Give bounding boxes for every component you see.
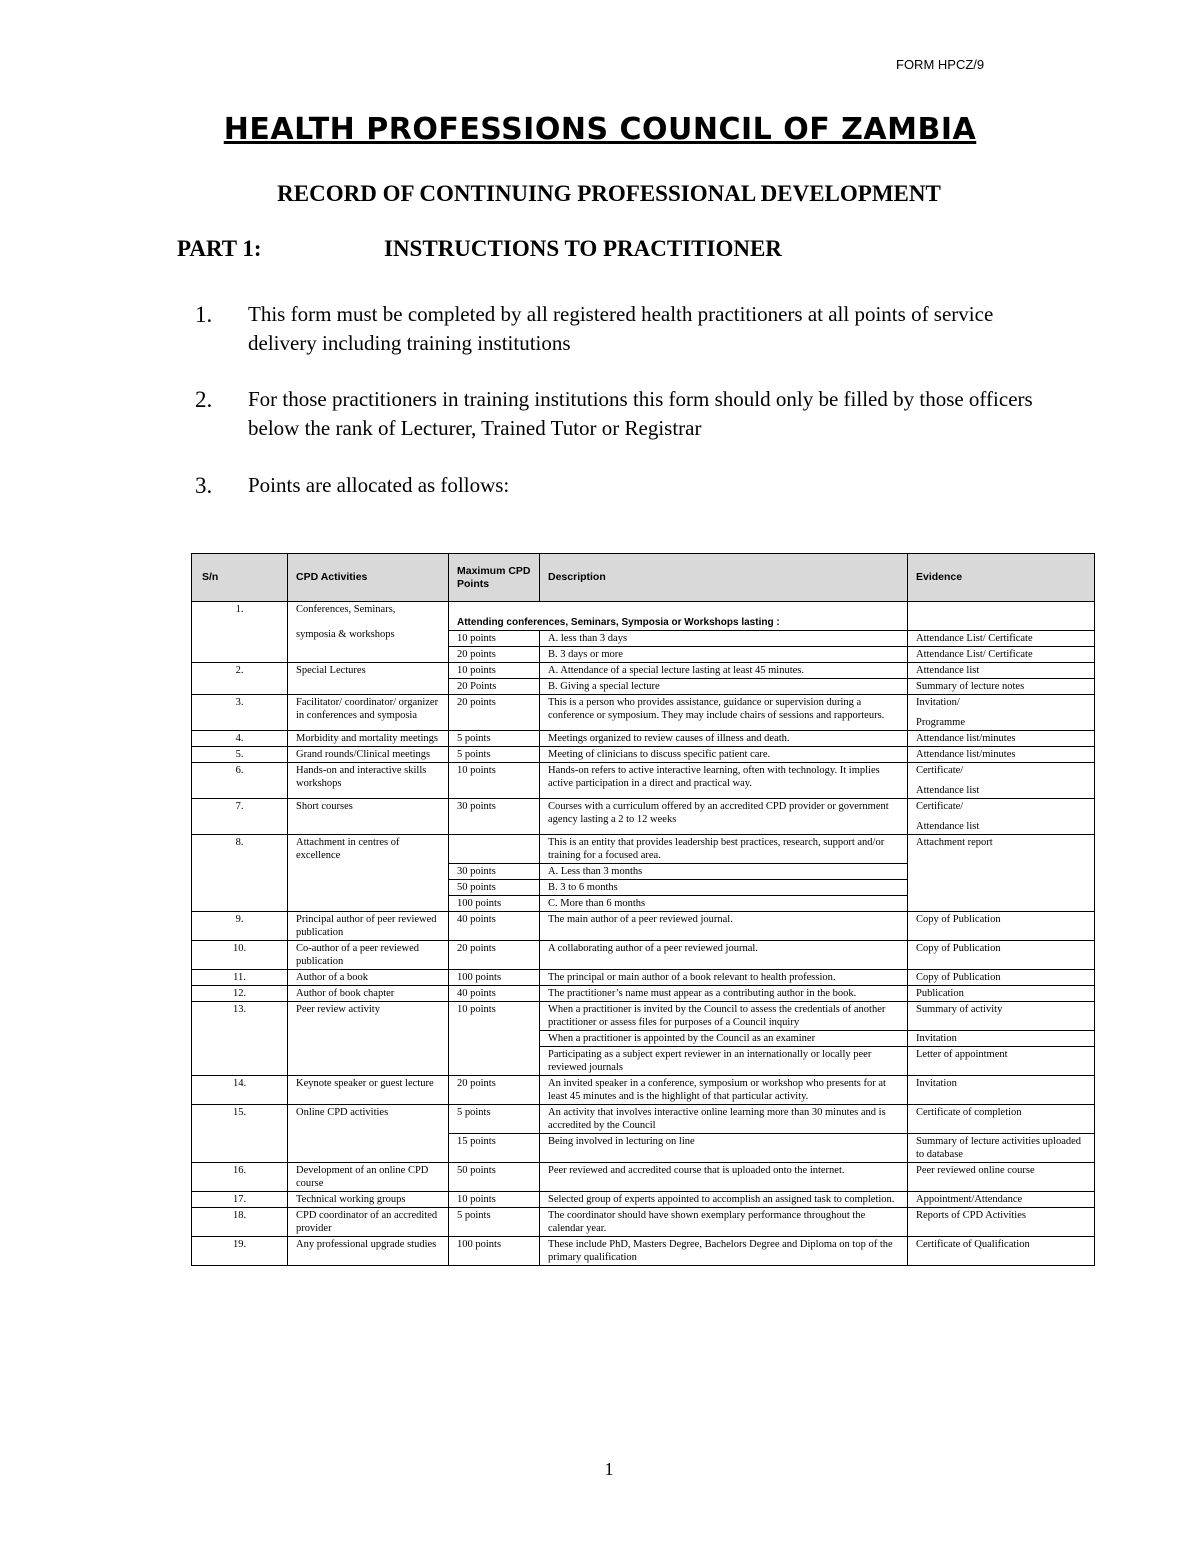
cell-sn: 5. — [192, 747, 288, 763]
cell-evidence: Peer reviewed online course — [908, 1163, 1095, 1192]
cell-description: Meeting of clinicians to discuss specific patient care. — [540, 747, 908, 763]
table-row — [192, 986, 1095, 1002]
cell-evidence: Summary of lecture notes — [908, 679, 1095, 695]
cell-subheading: Attending conferences, Seminars, Symposia or Workshops lasting : — [449, 602, 908, 631]
cell-description: This is an entity that provides leadership best practices, research, support and/or training for a focused area. — [540, 835, 908, 864]
cell-sn: 6. — [192, 763, 288, 799]
cell-activity: Author of a book — [288, 970, 449, 986]
cell-activity: Principal author of peer reviewed publication — [288, 912, 449, 941]
table-row — [192, 1208, 1095, 1237]
cell-evidence: Attendance list/minutes — [908, 731, 1095, 747]
cell-points: 10 points — [449, 663, 540, 679]
cell-description: When a practitioner is appointed by the Council as an examiner — [540, 1031, 908, 1047]
cell-activity: Special Lectures — [288, 663, 449, 695]
cell-description: B. 3 days or more — [540, 647, 908, 663]
cell-description: These include PhD, Masters Degree, Bachelors Degree and Diploma on top of the primary qualification — [540, 1237, 908, 1266]
cell-evidence: Attachment report — [908, 835, 1095, 912]
cell-points: 40 points — [449, 912, 540, 941]
cell-evidence: Copy of Publication — [908, 941, 1095, 970]
table-row — [192, 763, 1095, 799]
cell-description: A. Less than 3 months — [540, 864, 908, 880]
cell-sn: 16. — [192, 1163, 288, 1192]
cell-sn: 2. — [192, 663, 288, 695]
cell-evidence: Copy of Publication — [908, 970, 1095, 986]
cell-evidence — [908, 799, 1095, 835]
evidence-line: Attendance list — [916, 821, 980, 832]
instruction-text: This form must be completed by all registered health practitioners at all points of service delivery including training institutions — [248, 302, 994, 355]
cell-activity: Hands-on and interactive skills workshops — [288, 763, 449, 799]
evidence-line: Attendance list — [916, 785, 980, 796]
cell-evidence: Attendance List/ Certificate — [908, 631, 1095, 647]
table-row — [192, 695, 1095, 731]
cell-sn: 10. — [192, 941, 288, 970]
council-title: HEALTH PROFESSIONS COUNCIL OF ZAMBIA — [223, 112, 977, 147]
table-row — [192, 1192, 1095, 1208]
cell-description: A. less than 3 days — [540, 631, 908, 647]
cell-points: 10 points — [449, 631, 540, 647]
table-row — [192, 941, 1095, 970]
cell-evidence: Certificate of completion — [908, 1105, 1095, 1134]
cell-description: The principal or main author of a book relevant to health profession. — [540, 970, 908, 986]
cell-description: The coordinator should have shown exemplary performance throughout the calendar year. — [540, 1208, 908, 1237]
instruction-number: 2. — [195, 387, 213, 412]
header-sn: S/n — [192, 554, 288, 602]
part-label: PART 1: — [177, 236, 262, 261]
cell-points: 15 points — [449, 1134, 540, 1163]
cell-description: The practitioner’s name must appear as a contributing author in the book. — [540, 986, 908, 1002]
activity-line: Conferences, Seminars, — [296, 604, 396, 615]
table-row — [192, 1002, 1095, 1031]
cell-activity: Co-author of a peer reviewed publication — [288, 941, 449, 970]
table-row — [192, 1237, 1095, 1266]
table-row — [192, 1163, 1095, 1192]
table-row — [192, 731, 1095, 747]
cell-sn: 9. — [192, 912, 288, 941]
cell-description: Peer reviewed and accredited course that is uploaded onto the internet. — [540, 1163, 908, 1192]
cell-points: 20 Points — [449, 679, 540, 695]
cell-description: An invited speaker in a conference, symposium or workshop who presents for at least 45 minutes and is the highlight of that particular activity. — [540, 1076, 908, 1105]
cell-points: 40 points — [449, 986, 540, 1002]
cell-points: 50 points — [449, 880, 540, 896]
cell-points: 20 points — [449, 941, 540, 970]
cell-evidence: Invitation — [908, 1031, 1095, 1047]
cell-sn: 4. — [192, 731, 288, 747]
header-activity: CPD Activities — [288, 554, 449, 602]
instruction-2 — [195, 385, 1045, 443]
cell-activity: Keynote speaker or guest lecture — [288, 1076, 449, 1105]
cell-description: Selected group of experts appointed to accomplish an assigned task to completion. — [540, 1192, 908, 1208]
cell-sn: 7. — [192, 799, 288, 835]
cell-points: 20 points — [449, 695, 540, 731]
cell-evidence: Appointment/Attendance — [908, 1192, 1095, 1208]
table-row — [192, 835, 1095, 864]
cell-evidence: Invitation — [908, 1076, 1095, 1105]
cell-activity — [288, 602, 449, 663]
table-row — [192, 912, 1095, 941]
cell-points: 5 points — [449, 731, 540, 747]
cell-activity: Any professional upgrade studies — [288, 1237, 449, 1266]
cell-sn: 18. — [192, 1208, 288, 1237]
header-description: Description — [540, 554, 908, 602]
cell-points: 30 points — [449, 799, 540, 835]
cell-activity: Author of book chapter — [288, 986, 449, 1002]
cell-description: A collaborating author of a peer reviewed journal. — [540, 941, 908, 970]
cell-description: C. More than 6 months — [540, 896, 908, 912]
cell-evidence: Reports of CPD Activities — [908, 1208, 1095, 1237]
cell-evidence: Attendance list/minutes — [908, 747, 1095, 763]
cell-evidence — [908, 695, 1095, 731]
table-row — [192, 747, 1095, 763]
cell-sn: 11. — [192, 970, 288, 986]
cell-description: The main author of a peer reviewed journal. — [540, 912, 908, 941]
cell-description: Being involved in lecturing on line — [540, 1134, 908, 1163]
cell-evidence: Publication — [908, 986, 1095, 1002]
cell-points: 10 points — [449, 1192, 540, 1208]
cell-description: An activity that involves interactive online learning more than 30 minutes and is accredited by the Council — [540, 1105, 908, 1134]
cell-evidence: Certificate of Qualification — [908, 1237, 1095, 1266]
cell-sn: 8. — [192, 835, 288, 912]
cell-points: 100 points — [449, 970, 540, 986]
cell-sn: 13. — [192, 1002, 288, 1076]
cell-description: Meetings organized to review causes of illness and death. — [540, 731, 908, 747]
header-points: Maximum CPD Points — [449, 554, 540, 602]
cell-evidence — [908, 763, 1095, 799]
table-row — [192, 799, 1095, 835]
cell-points: 100 points — [449, 896, 540, 912]
cell-points: 20 points — [449, 647, 540, 663]
instruction-text: For those practitioners in training institutions this form should only be filled by those officers below the rank of Lecturer, Trained Tutor or Registrar — [248, 387, 1033, 440]
cell-points: 100 points — [449, 1237, 540, 1266]
table-row — [192, 970, 1095, 986]
header-evidence: Evidence — [908, 554, 1095, 602]
cell-points: 5 points — [449, 1105, 540, 1134]
form-code: FORM HPCZ/9 — [896, 57, 985, 72]
cell-description: B. Giving a special lecture — [540, 679, 908, 695]
cell-evidence: Copy of Publication — [908, 912, 1095, 941]
cell-evidence: Attendance List/ Certificate — [908, 647, 1095, 663]
cell-activity: Development of an online CPD course — [288, 1163, 449, 1192]
cell-activity: Facilitator/ coordinator/ organizer in conferences and symposia — [288, 695, 449, 731]
cell-activity: Online CPD activities — [288, 1105, 449, 1163]
cell-evidence — [908, 602, 1095, 631]
cell-sn: 17. — [192, 1192, 288, 1208]
cell-description: B. 3 to 6 months — [540, 880, 908, 896]
cell-description: This is a person who provides assistance, guidance or supervision during a conference or symposium. They may include chairs of sessions and rapporteurs. — [540, 695, 908, 731]
cell-sn: 12. — [192, 986, 288, 1002]
part-title: INSTRUCTIONS TO PRACTITIONER — [384, 236, 782, 261]
instruction-number: 1. — [195, 302, 213, 327]
record-title: RECORD OF CONTINUING PROFESSIONAL DEVELOPMENT — [277, 181, 941, 206]
instruction-3 — [195, 471, 1045, 500]
cell-description: Participating as a subject expert reviewer in an internationally or locally peer reviewed journals — [540, 1047, 908, 1076]
cell-sn: 3. — [192, 695, 288, 731]
table-row — [192, 1105, 1095, 1134]
instruction-1 — [195, 300, 1045, 358]
cell-points — [449, 835, 540, 864]
table-header-row — [192, 554, 1095, 602]
cell-sn: 15. — [192, 1105, 288, 1163]
cell-description: When a practitioner is invited by the Council to assess the credentials of another practitioner or assess files for purposes of a Council inquiry — [540, 1002, 908, 1031]
cell-sn: 1. — [192, 602, 288, 663]
evidence-line: Certificate/ — [916, 765, 964, 776]
cell-points: 20 points — [449, 1076, 540, 1105]
cell-points: 5 points — [449, 747, 540, 763]
activity-line: symposia & workshops — [296, 629, 395, 640]
cell-description: Hands-on refers to active interactive learning, often with technology. It implies active participation in a direct and practical way. — [540, 763, 908, 799]
cell-evidence: Summary of activity — [908, 1002, 1095, 1031]
evidence-line: Invitation/ — [916, 697, 960, 708]
cell-points: 5 points — [449, 1208, 540, 1237]
cell-points: 30 points — [449, 864, 540, 880]
cell-activity: Short courses — [288, 799, 449, 835]
cell-activity: Peer review activity — [288, 1002, 449, 1076]
instruction-number: 3. — [195, 473, 213, 498]
page-number: 1 — [604, 1459, 614, 1479]
cell-activity: Technical working groups — [288, 1192, 449, 1208]
instruction-text: Points are allocated as follows: — [248, 473, 510, 497]
cell-activity: Grand rounds/Clinical meetings — [288, 747, 449, 763]
table-row — [192, 1076, 1095, 1105]
cell-evidence: Summary of lecture activities uploaded to database — [908, 1134, 1095, 1163]
cell-description: Courses with a curriculum offered by an accredited CPD provider or government agency lasting a 2 to 12 weeks — [540, 799, 908, 835]
cell-sn: 19. — [192, 1237, 288, 1266]
cell-activity: Attachment in centres of excellence — [288, 835, 449, 912]
table-row — [192, 602, 1095, 631]
cell-evidence: Letter of appointment — [908, 1047, 1095, 1076]
evidence-line: Certificate/ — [916, 801, 964, 812]
cell-sn: 14. — [192, 1076, 288, 1105]
cell-points: 50 points — [449, 1163, 540, 1192]
cell-evidence: Attendance list — [908, 663, 1095, 679]
cell-points: 10 points — [449, 763, 540, 799]
cell-activity: CPD coordinator of an accredited provider — [288, 1208, 449, 1237]
cpd-points-table — [191, 553, 1095, 1266]
cell-points: 10 points — [449, 1002, 540, 1076]
table-row — [192, 663, 1095, 679]
cell-activity: Morbidity and mortality meetings — [288, 731, 449, 747]
cell-description: A. Attendance of a special lecture lasting at least 45 minutes. — [540, 663, 908, 679]
evidence-line: Programme — [916, 717, 965, 728]
